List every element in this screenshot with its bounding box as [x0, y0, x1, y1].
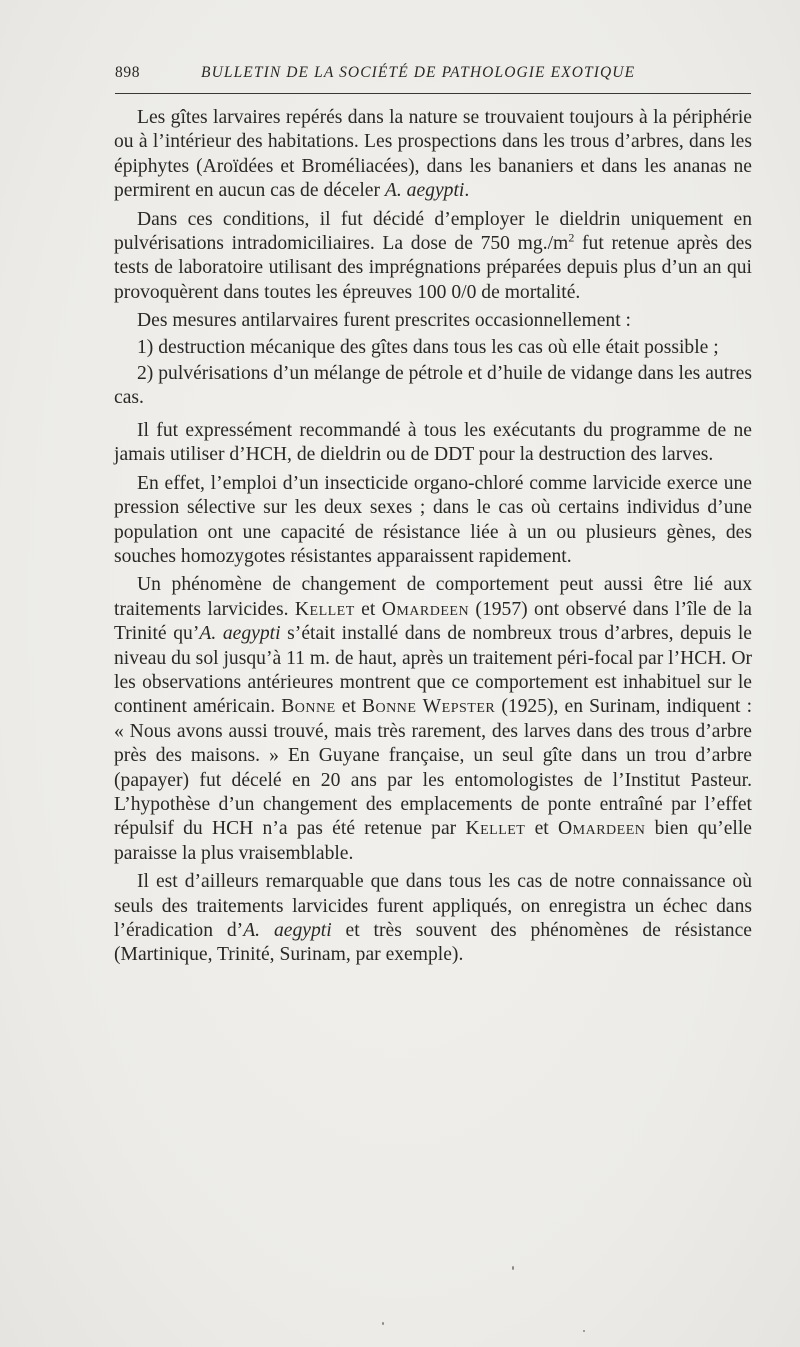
header-rule — [115, 93, 751, 94]
article-body — [114, 106, 752, 972]
paragraph-4: Il fut expressément recommandé à tous les exécutants du programme de ne jamais utiliser d’HCH, de dieldrin ou de DDT pour la destruction des larves. — [114, 419, 752, 466]
paragraph-6: Un phénomène de changement de comportement peut aussi être lié aux traitements larvicides. Kellet et Omardeen (1957) ont observé dans l’île de la Trinité qu’A. aegypti s’était installé dans de nombreux trous d’arbres, depuis le niveau du sol jusqu’à 11 m. de haut, après un traitement péri-focal par l’HCH. Or les observations antérieures montrent que ce comportement est inhabituel sur le continent américain. Bonne et Bonne Wepster (1925), en Surinam, indiquent : « Nous avons aussi trouvé, mais très rarement, des larves dans des trous d’arbre près des maisons. » En Guyane française, un seul gîte dans un trou d’arbre (papayer) fut décelé en 20 ans par les entomologistes de l’Institut Pasteur. L’hypothèse d’un changement des emplacements de ponte entraîné par l’effet répulsif du HCH n’a pas été retenue par Kellet et Omardeen bien qu’elle paraisse la plus vraisemblable. — [114, 574, 753, 864]
paragraph-3: Des mesures antilarvaires furent prescrites occasionnellement : — [137, 310, 632, 332]
page-number: 898 — [115, 64, 141, 81]
species-name: A. aegypti — [199, 623, 281, 645]
author-name: Bonne — [281, 696, 336, 718]
paper-speck — [382, 1322, 384, 1325]
author-name: Omardeen — [381, 598, 470, 620]
superscript: 2 — [568, 230, 575, 245]
species-name: A. aegypti — [243, 920, 332, 941]
paragraph-5: En effet, l’emploi d’un insecticide organo-chloré comme larvicide exerce une pression sélective sur les deux sexes ; dans le cas où certains individus d’une population ont une capacité de résistance liée à un ou plusieurs gènes, des souches homozygotes résistantes apparaissent rapidement. — [114, 472, 752, 567]
paper-speck — [512, 1266, 514, 1270]
paper-speck — [583, 1330, 585, 1332]
author-name: Kellet — [294, 598, 355, 620]
list-item-2: 2) pulvérisations d’un mélange de pétrole et d’huile de vidange dans les autres cas. — [114, 363, 752, 409]
running-title: BULLETIN DE LA SOCIÉTÉ DE PATHOLOGIE EXOTIQUE — [201, 64, 636, 81]
species-name: A. aegypti — [384, 180, 465, 202]
paragraph-2: Dans ces conditions, il fut décidé d’employer le dieldrin uniquement en pulvérisations intradomiciliaires. La dose de 750 $mg./m^2$ fut retenue après des tests de laboratoire utilisant des imprégnations préparées depuis plus d’un an qui provoquèrent dans toutes les épreuves 100 0/0 de mortalité. — [114, 208, 752, 303]
author-name: Kellet — [465, 818, 526, 840]
author-name: Omardeen — [558, 818, 646, 840]
author-name: Bonne Wepster — [361, 696, 496, 718]
page-header — [115, 62, 755, 88]
paragraph-1: Les gîtes larvaires repérés dans la nature se trouvaient toujours à la périphérie ou à l’intérieur des habitations. Les prospections dans les trous d’arbres, dans les épiphytes (Aroïdées et Broméliacées), dans les bananiers et dans les ananas ne permirent en aucun cas de déceler A. aegypti. — [114, 107, 752, 202]
list-item-1: 1) destruction mécanique des gîtes dans tous les cas où elle était possible ; — [137, 336, 719, 358]
paragraph-7: Il est d’ailleurs remarquable que dans tous les cas de notre connaissance où seuls des traitements larvicides furent appliqués, on enregistra un échec dans l’éradication d’A. aegypti et très souvent des phénomènes de résistance (Martinique, Trinité, Surinam, par exemple). — [114, 871, 752, 966]
